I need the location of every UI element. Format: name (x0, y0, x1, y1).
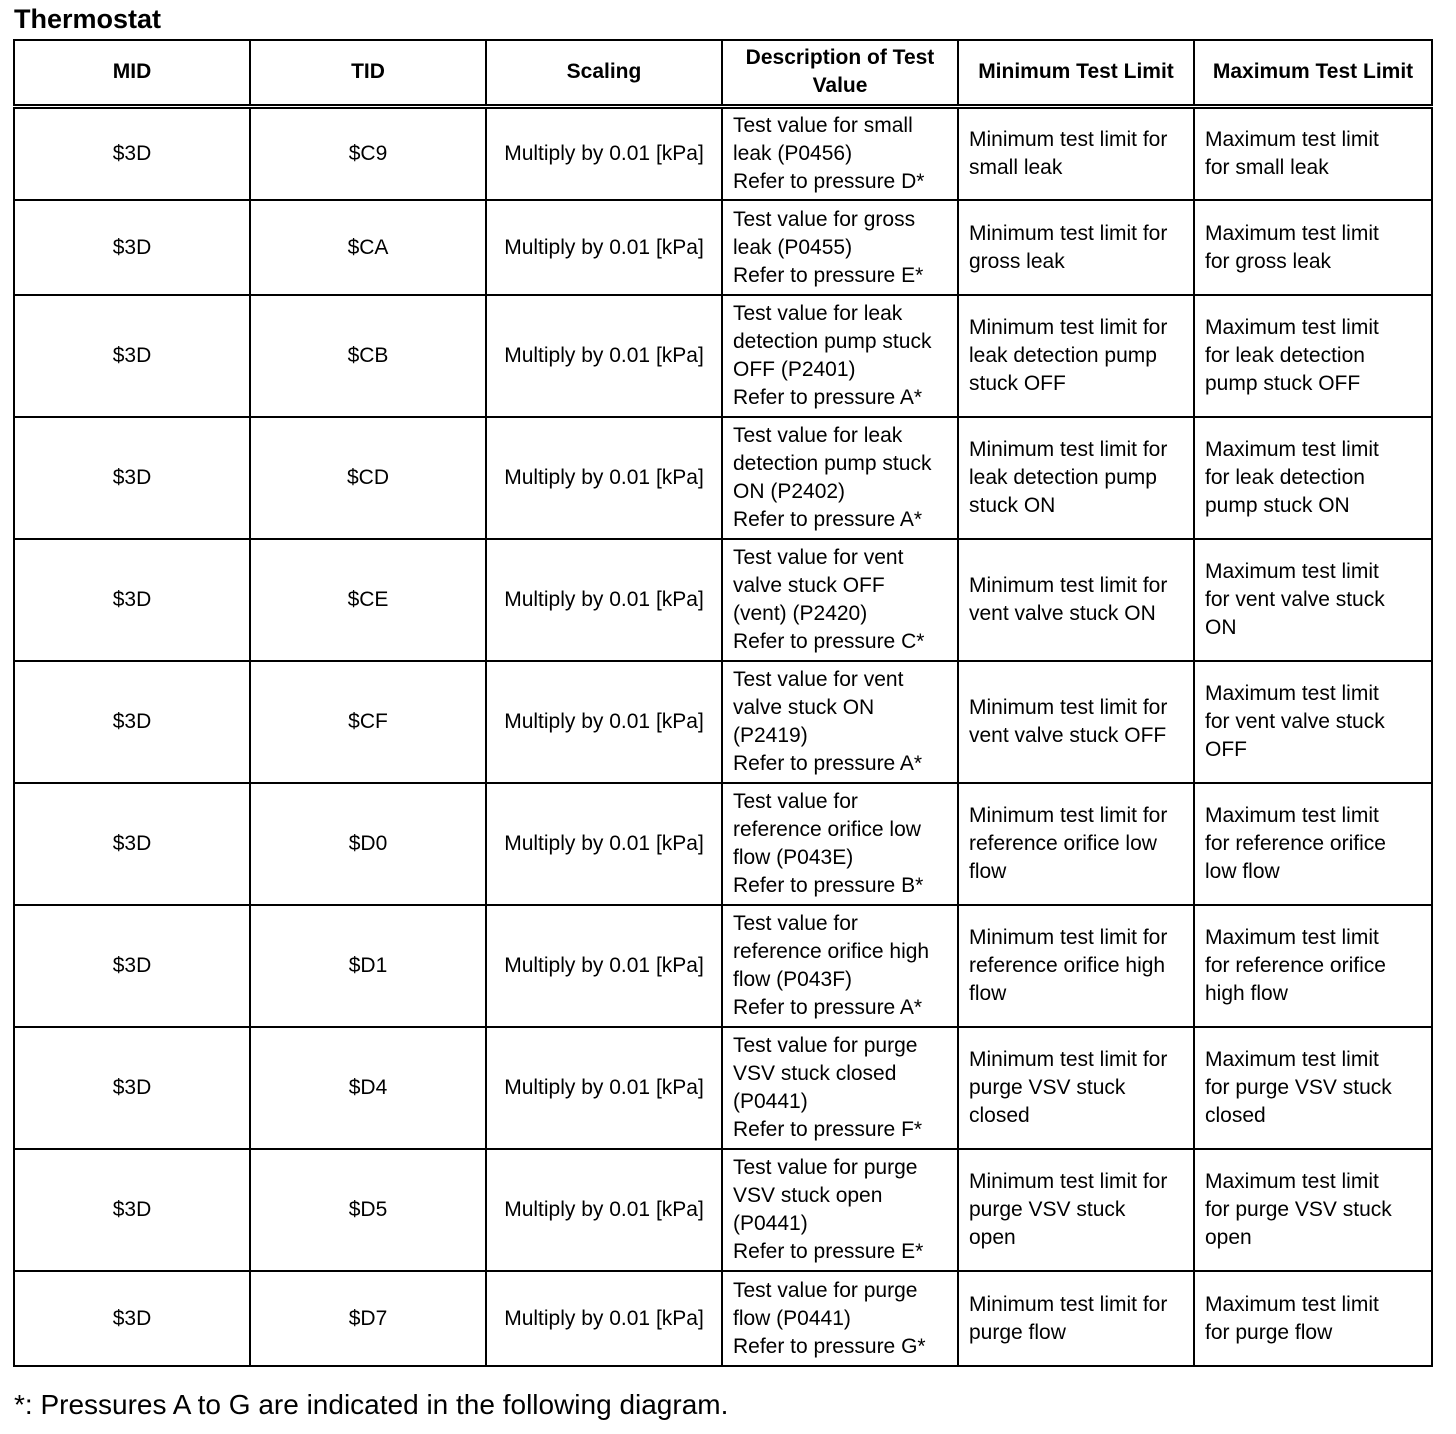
cell-line: Test value for purge (733, 1156, 918, 1179)
cell-description (722, 417, 958, 539)
cell-description (722, 200, 958, 295)
cell-description (722, 106, 958, 200)
cell-line: for small leak (1205, 155, 1329, 179)
cell-line: detection pump stuck (733, 330, 932, 353)
cell-line: Minimum test limit for (969, 1292, 1168, 1316)
cell-line: low flow (1205, 860, 1280, 883)
cell-description (722, 783, 958, 905)
cell-line: for purge VSV stuck (1205, 1076, 1392, 1099)
cell-line: Refer to pressure A* (733, 386, 923, 409)
cell-line: open (1205, 1226, 1252, 1249)
cell-mid: $3D (14, 661, 250, 783)
cell-tid: $D1 (250, 905, 486, 1027)
cell-line: Refer to pressure E* (733, 1240, 924, 1263)
table-row (14, 417, 1432, 539)
cell-line: Minimum test limit for (969, 438, 1168, 461)
cell-line: Minimum test limit for (969, 574, 1168, 597)
cell-line: Minimum test limit for (969, 1048, 1168, 1071)
cell-mid: $3D (14, 200, 250, 295)
cell-line: Maximum test limit (1205, 1170, 1379, 1193)
cell-tid: $D4 (250, 1027, 486, 1149)
cell-line: leak (P0456) (733, 141, 853, 165)
cell-line: Test value for (733, 912, 858, 935)
cell-mid: $3D (14, 417, 250, 539)
cell-line: valve stuck ON (733, 696, 875, 719)
cell-line: for vent valve stuck (1205, 588, 1385, 611)
table-row (14, 783, 1432, 905)
cell-minimum-limit (958, 1271, 1194, 1366)
cell-mid: $3D (14, 905, 250, 1027)
cell-line: stuck OFF (969, 372, 1066, 395)
cell-mid: $3D (14, 106, 250, 200)
cell-line: flow (P043F) (733, 968, 853, 991)
cell-tid: $CE (250, 539, 486, 661)
cell-scaling: Multiply by 0.01 [kPa] (486, 1149, 722, 1271)
cell-line: Test value for leak (733, 424, 903, 447)
cell-line: Refer to pressure A* (733, 996, 923, 1019)
cell-line: open (969, 1226, 1016, 1249)
cell-line: Minimum test limit for (969, 926, 1168, 949)
cell-line: purge flow (969, 1320, 1066, 1344)
cell-line: leak (P0455) (733, 235, 853, 259)
cell-line: high flow (1205, 982, 1288, 1005)
cell-line: Maximum test limit (1205, 682, 1379, 705)
cell-scaling: Multiply by 0.01 [kPa] (486, 200, 722, 295)
cell-line: for leak detection (1205, 344, 1365, 367)
cell-line: leak detection pump (969, 466, 1157, 489)
cell-mid: $3D (14, 1027, 250, 1149)
cell-maximum-limit (1194, 661, 1432, 783)
cell-tid: $D7 (250, 1271, 486, 1366)
cell-description (722, 295, 958, 417)
cell-line: pump stuck OFF (1205, 372, 1361, 395)
cell-line: (vent) (P2420) (733, 602, 868, 625)
cell-maximum-limit (1194, 106, 1432, 200)
cell-scaling: Multiply by 0.01 [kPa] (486, 106, 722, 200)
cell-scaling: Multiply by 0.01 [kPa] (486, 295, 722, 417)
cell-tid: $CF (250, 661, 486, 783)
table-row (14, 200, 1432, 295)
cell-line: Maximum test limit (1205, 1292, 1379, 1316)
cell-minimum-limit (958, 661, 1194, 783)
table-row (14, 1271, 1432, 1366)
cell-line: Refer to pressure B* (733, 874, 924, 897)
column-header-tid: TID (250, 40, 486, 106)
cell-minimum-limit (958, 783, 1194, 905)
column-header-minimum: Minimum Test Limit (958, 40, 1194, 106)
cell-line: vent valve stuck OFF (969, 724, 1167, 747)
cell-minimum-limit (958, 1027, 1194, 1149)
cell-tid: $CD (250, 417, 486, 539)
cell-tid: $D5 (250, 1149, 486, 1271)
cell-line: Minimum test limit for (969, 1170, 1168, 1193)
cell-line: Maximum test limit (1205, 221, 1379, 245)
cell-maximum-limit (1194, 539, 1432, 661)
cell-line: ON (1205, 616, 1237, 639)
cell-mid: $3D (14, 1149, 250, 1271)
cell-line: reference orifice high (733, 940, 930, 963)
cell-mid: $3D (14, 295, 250, 417)
cell-line: Maximum test limit (1205, 316, 1379, 339)
cell-line: Refer to pressure A* (733, 508, 923, 531)
table-row (14, 1149, 1432, 1271)
cell-line: Minimum test limit for (969, 127, 1168, 151)
cell-minimum-limit (958, 200, 1194, 295)
cell-line: for vent valve stuck (1205, 710, 1385, 733)
cell-line: Refer to pressure G* (733, 1334, 926, 1358)
cell-mid: $3D (14, 783, 250, 905)
cell-line: Test value for purge (733, 1278, 918, 1302)
cell-line: Refer to pressure C* (733, 630, 925, 653)
cell-maximum-limit (1194, 417, 1432, 539)
cell-line: flow (969, 860, 1007, 883)
cell-scaling: Multiply by 0.01 [kPa] (486, 905, 722, 1027)
cell-line: Refer to pressure E* (733, 263, 924, 287)
cell-tid: $D0 (250, 783, 486, 905)
cell-line: for leak detection (1205, 466, 1365, 489)
table-row (14, 539, 1432, 661)
cell-maximum-limit (1194, 783, 1432, 905)
footnote: *: Pressures A to G are indicated in the following diagram. (14, 1389, 729, 1420)
column-header-maximum: Maximum Test Limit (1194, 40, 1432, 106)
cell-line: pump stuck ON (1205, 494, 1350, 517)
cell-line: ON (P2402) (733, 480, 846, 503)
header-row (14, 40, 1432, 106)
cell-description (722, 539, 958, 661)
cell-line: for reference orifice (1205, 954, 1386, 977)
cell-line: Maximum test limit (1205, 1048, 1379, 1071)
cell-line: Test value for (733, 790, 858, 813)
cell-maximum-limit (1194, 1271, 1432, 1366)
cell-line: Test value for vent (733, 546, 904, 569)
cell-tid: $CA (250, 200, 486, 295)
cell-line: reference orifice low (969, 832, 1157, 855)
cell-tid: $C9 (250, 106, 486, 200)
cell-maximum-limit (1194, 1149, 1432, 1271)
cell-line: Minimum test limit for (969, 804, 1168, 827)
cell-line: closed (969, 1104, 1030, 1127)
cell-line: flow (P043E) (733, 846, 854, 869)
cell-line: Refer to pressure D* (733, 169, 925, 193)
column-header-scaling: Scaling (486, 40, 722, 106)
cell-line: Test value for purge (733, 1034, 918, 1057)
cell-line: for purge flow (1205, 1320, 1333, 1344)
cell-maximum-limit (1194, 905, 1432, 1027)
table-row (14, 295, 1432, 417)
cell-line: leak detection pump (969, 344, 1157, 367)
cell-line: Minimum test limit for (969, 696, 1168, 719)
cell-scaling: Multiply by 0.01 [kPa] (486, 539, 722, 661)
cell-line: (P0441) (733, 1090, 808, 1113)
cell-line: Maximum test limit (1205, 926, 1379, 949)
cell-line: reference orifice low (733, 818, 921, 841)
cell-line: stuck ON (969, 494, 1056, 517)
cell-maximum-limit (1194, 1027, 1432, 1149)
cell-minimum-limit (958, 295, 1194, 417)
test-limit-table (13, 39, 1433, 1367)
column-header-mid: MID (14, 40, 250, 106)
cell-line: VSV stuck open (733, 1184, 883, 1207)
cell-line: Refer to pressure A* (733, 752, 923, 775)
cell-line: detection pump stuck (733, 452, 932, 475)
cell-line: Test value for gross (733, 207, 916, 231)
table-body (14, 106, 1432, 1366)
column-header-description: Description of Test Value (722, 40, 958, 106)
cell-line: Test value for vent (733, 668, 904, 691)
cell-line: (P2419) (733, 724, 808, 747)
cell-description (722, 661, 958, 783)
cell-description (722, 1027, 958, 1149)
cell-line: gross leak (969, 249, 1065, 273)
cell-line: closed (1205, 1104, 1266, 1127)
cell-line: small leak (969, 155, 1063, 179)
cell-line: Test value for leak (733, 302, 903, 325)
cell-line: reference orifice high (969, 954, 1166, 977)
cell-tid: $CB (250, 295, 486, 417)
cell-line: purge VSV stuck (969, 1198, 1126, 1221)
cell-line: Maximum test limit (1205, 560, 1379, 583)
cell-line: flow (P0441) (733, 1306, 851, 1330)
cell-maximum-limit (1194, 200, 1432, 295)
cell-line: Maximum test limit (1205, 127, 1379, 151)
cell-line: valve stuck OFF (733, 574, 885, 597)
cell-scaling: Multiply by 0.01 [kPa] (486, 1027, 722, 1149)
cell-line: Minimum test limit for (969, 316, 1168, 339)
cell-line: for gross leak (1205, 249, 1332, 273)
cell-mid: $3D (14, 539, 250, 661)
cell-line: VSV stuck closed (733, 1062, 897, 1085)
cell-maximum-limit (1194, 295, 1432, 417)
cell-line: OFF (1205, 738, 1247, 761)
cell-line: for reference orifice (1205, 832, 1386, 855)
cell-line: purge VSV stuck (969, 1076, 1126, 1099)
cell-description (722, 1271, 958, 1366)
cell-scaling: Multiply by 0.01 [kPa] (486, 1271, 722, 1366)
cell-line: Refer to pressure F* (733, 1118, 923, 1141)
cell-scaling: Multiply by 0.01 [kPa] (486, 783, 722, 905)
cell-line: (P0441) (733, 1212, 808, 1235)
cell-line: Maximum test limit (1205, 438, 1379, 461)
cell-line: Test value for small (733, 113, 913, 137)
cell-line: flow (969, 982, 1007, 1005)
cell-minimum-limit (958, 539, 1194, 661)
cell-scaling: Multiply by 0.01 [kPa] (486, 661, 722, 783)
table-row (14, 661, 1432, 783)
cell-line: for purge VSV stuck (1205, 1198, 1392, 1221)
cell-minimum-limit (958, 1149, 1194, 1271)
cell-line: Maximum test limit (1205, 804, 1379, 827)
page-title: Thermostat (14, 4, 162, 34)
cell-scaling: Multiply by 0.01 [kPa] (486, 417, 722, 539)
cell-description (722, 905, 958, 1027)
cell-line: OFF (P2401) (733, 358, 856, 381)
cell-minimum-limit (958, 417, 1194, 539)
cell-line: Minimum test limit for (969, 221, 1168, 245)
cell-description (722, 1149, 958, 1271)
cell-minimum-limit (958, 106, 1194, 200)
table-row (14, 1027, 1432, 1149)
table-row (14, 905, 1432, 1027)
cell-line: vent valve stuck ON (969, 602, 1156, 625)
table-row (14, 106, 1432, 200)
cell-minimum-limit (958, 905, 1194, 1027)
cell-mid: $3D (14, 1271, 250, 1366)
